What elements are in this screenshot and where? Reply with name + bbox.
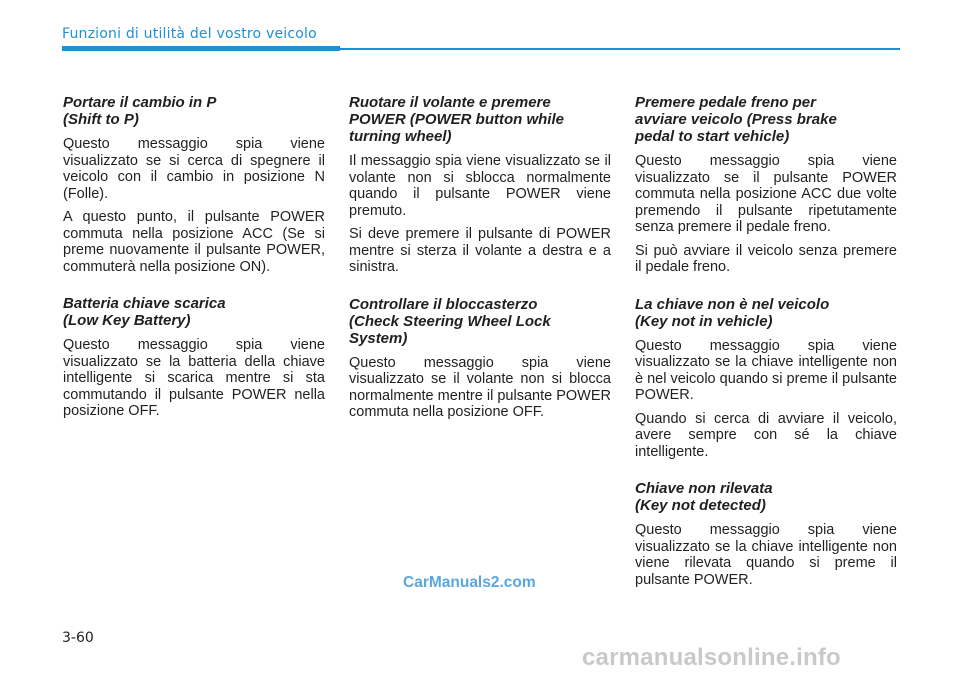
- paragraph: Questo messaggio spia viene visualizzato se si cerca di spegnere il veicolo con il cambio in posizione N (Folle).: [63, 136, 325, 202]
- watermark-carmanuals2[interactable]: CarManuals2.com: [403, 574, 536, 591]
- section-power-button-while-turning-wheel: [349, 94, 611, 276]
- paragraph: Questo messaggio spia viene visualizzato se il pulsante POWER commuta nella posizione ACC due volte premendo il pulsante ripetutamente senza premere il pedale freno.: [635, 153, 897, 235]
- paragraph: Questo messaggio spia viene visualizzato se la chiave intelligente non viene rilevata quando si preme il pulsante POWER.: [635, 522, 897, 588]
- section-shift-to-p: [63, 94, 325, 275]
- paragraph: A questo punto, il pulsante POWER commuta nella posizione ACC (Se si preme nuovamente il pulsante POWER, commuterà nella posizione ON).: [63, 209, 325, 275]
- header-rule-thick: [62, 46, 340, 51]
- section-key-not-in-vehicle: [635, 296, 897, 461]
- column-3: [635, 94, 897, 608]
- section-check-steering-wheel-lock: [349, 296, 611, 421]
- paragraph: Il messaggio spia viene visualizzato se il volante non si sblocca normalmente quando il pulsante POWER viene premuto.: [349, 153, 611, 219]
- section-heading: Ruotare il volante e premere POWER (POWER button while turning wheel): [349, 94, 564, 145]
- page-header-title: Funzioni di utilità del vostro veicolo: [62, 26, 317, 42]
- header-rule-thin: [340, 48, 900, 50]
- paragraph: Si deve premere il pulsante di POWER mentre si sterza il volante a destra e a sinistra.: [349, 226, 611, 275]
- section-heading: Controllare il bloccasterzo (Check Steering Wheel Lock System): [349, 295, 551, 347]
- section-heading: Batteria chiave scarica (Low Key Battery): [63, 295, 226, 329]
- section-heading: Chiave non rilevata (Key not detected): [635, 480, 773, 514]
- section-low-key-battery: [63, 295, 325, 420]
- paragraph: Quando si cerca di avviare il veicolo, avere sempre con sé la chiave intelligente.: [635, 410, 897, 460]
- section-heading: Portare il cambio in P (Shift to P): [63, 94, 217, 128]
- paragraph: Questo messaggio spia viene visualizzato se il volante non si blocca normalmente mentre il pulsante POWER commuta nella posizione OFF.: [349, 354, 611, 420]
- column-2: [349, 94, 611, 441]
- paragraph: Questo messaggio spia viene visualizzato se la batteria della chiave intelligente si scarica mentre si sta commutando il pulsante POWER nella posizione OFF.: [63, 337, 325, 419]
- section-heading: La chiave non è nel veicolo (Key not in vehicle): [635, 295, 830, 330]
- paragraph: Si può avviare il veicolo senza premere il pedale freno.: [635, 242, 897, 275]
- section-heading: Premere pedale freno per avviare veicolo (Press brake pedal to start vehicle): [635, 94, 837, 145]
- page-number: 3-60: [62, 630, 94, 646]
- column-1: [63, 94, 325, 440]
- watermark-carmanualsonline[interactable]: carmanualsonline.info: [582, 644, 841, 671]
- paragraph: Questo messaggio spia viene visualizzato se la chiave intelligente non è nel veicolo quando si preme il pulsante POWER.: [635, 337, 897, 403]
- section-press-brake-pedal: [635, 94, 897, 276]
- section-key-not-detected: [635, 480, 897, 588]
